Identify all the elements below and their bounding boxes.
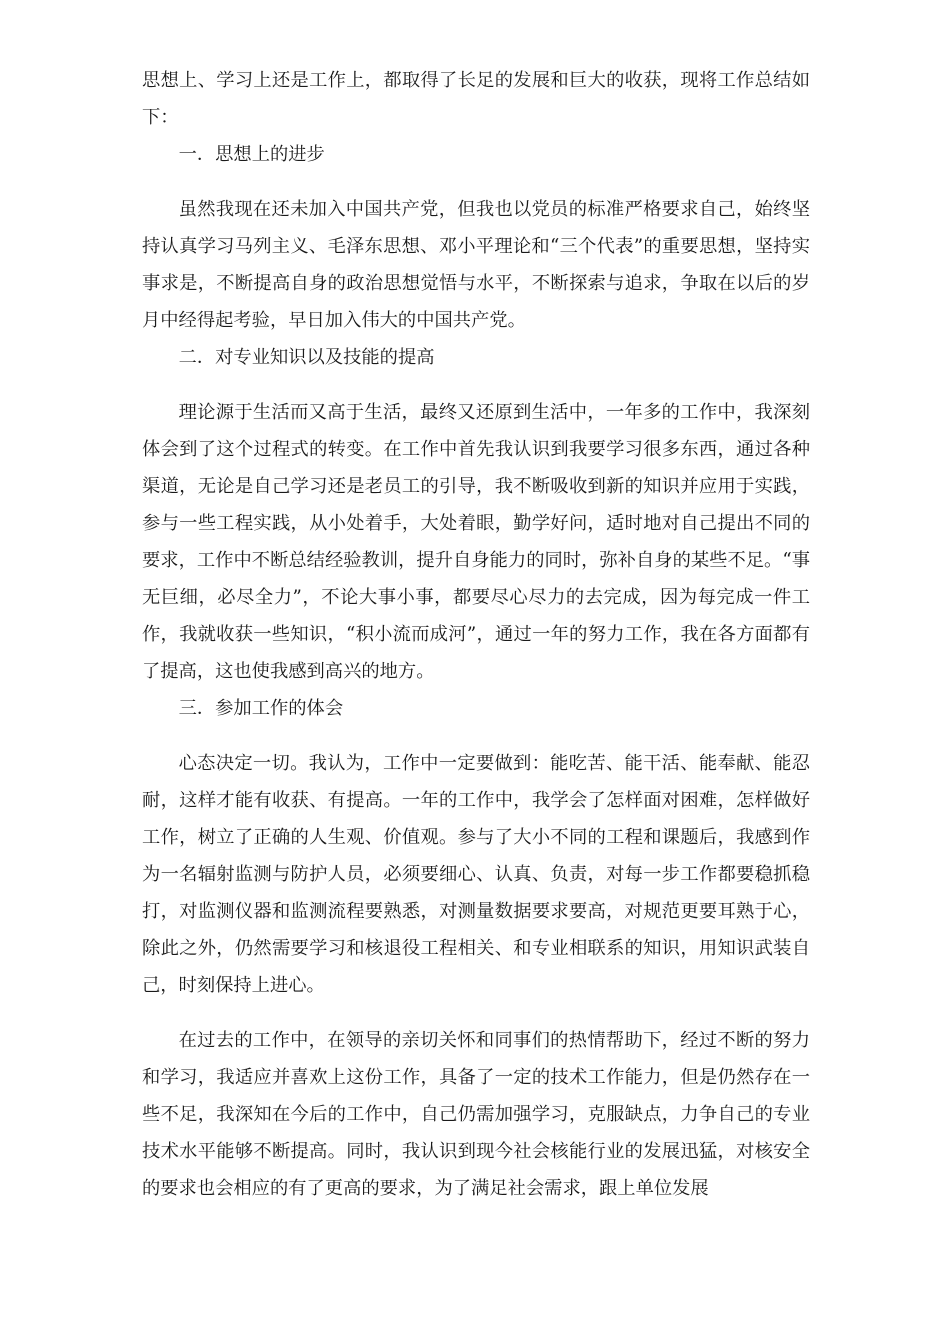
section-heading-3: 三．参加工作的体会 bbox=[178, 698, 344, 719]
closing-paragraph: 在过去的工作中，在领导的亲切关怀和同事们的热情帮助下，经过不断的努力和学习，我适应并喜欢上这份工作，具备了一定的技术工作能力，但是仍然存在一些不足，我深知在今后的工作中，自己仍需加强学习，克服缺点，力争自己的专业技术水平能够不断提高。同时，我认识到现今社会核能行业的发展迅猛，对核安全的要求也会相应的有了更高的要求，为了满足社会需求，跟上单位发展 bbox=[142, 1030, 810, 1199]
section-heading-2: 二．对专业知识以及技能的提高 bbox=[178, 347, 435, 368]
section-2-paragraph: 理论源于生活而又高于生活，最终又还原到生活中，一年多的工作中，我深刻体会到了这个过程式的转变。在工作中首先我认识到我要学习很多东西，通过各种渠道，无论是自己学习还是老员工的引导，我不断吸收到新的知识并应用于实践，参与一些工程实践，从小处着手，大处着眼，勤学好问，适时地对自己提出不同的要求，工作中不断总结经验教训，提升自身能力的同时，弥补自身的某些不足。“事无巨细，必尽全力”，不论大事小事，都要尽心尽力的去完成，因为每完成一件工作，我就收获一些知识，“积小流而成河”，通过一年的努力工作，我在各方面都有了提高，这也使我感到高兴的地方。 bbox=[142, 402, 810, 682]
document-page bbox=[142, 62, 810, 1207]
section-1-paragraph: 虽然我现在还未加入中国共产党，但我也以党员的标准严格要求自己，始终坚持认真学习马列主义、毛泽东思想、邓小平理论和“三个代表”的重要思想，坚持实事求是，不断提高自身的政治思想觉悟与水平，不断探索与追求，争取在以后的岁月中经得起考验，早日加入伟大的中国共产党。 bbox=[142, 199, 810, 331]
section-3-paragraph: 心态决定一切。我认为，工作中一定要做到：能吃苦、能干活、能奉献、能忍耐，这样才能有收获、有提高。一年的工作中，我学会了怎样面对困难，怎样做好工作，树立了正确的人生观、价值观。参与了大小不同的工程和课题后，我感到作为一名辐射监测与防护人员，必须要细心、认真、负责，对每一步工作都要稳抓稳打，对监测仪器和监测流程要熟悉，对测量数据要求要高，对规范更要耳熟于心，除此之外，仍然需要学习和核退役工程相关、和专业相联系的知识，用知识武装自己，时刻保持上进心。 bbox=[142, 753, 810, 996]
intro-paragraph: 思想上、学习上还是工作上，都取得了长足的发展和巨大的收获，现将工作总结如下： bbox=[142, 70, 810, 128]
section-heading-1: 一．思想上的进步 bbox=[178, 144, 325, 165]
